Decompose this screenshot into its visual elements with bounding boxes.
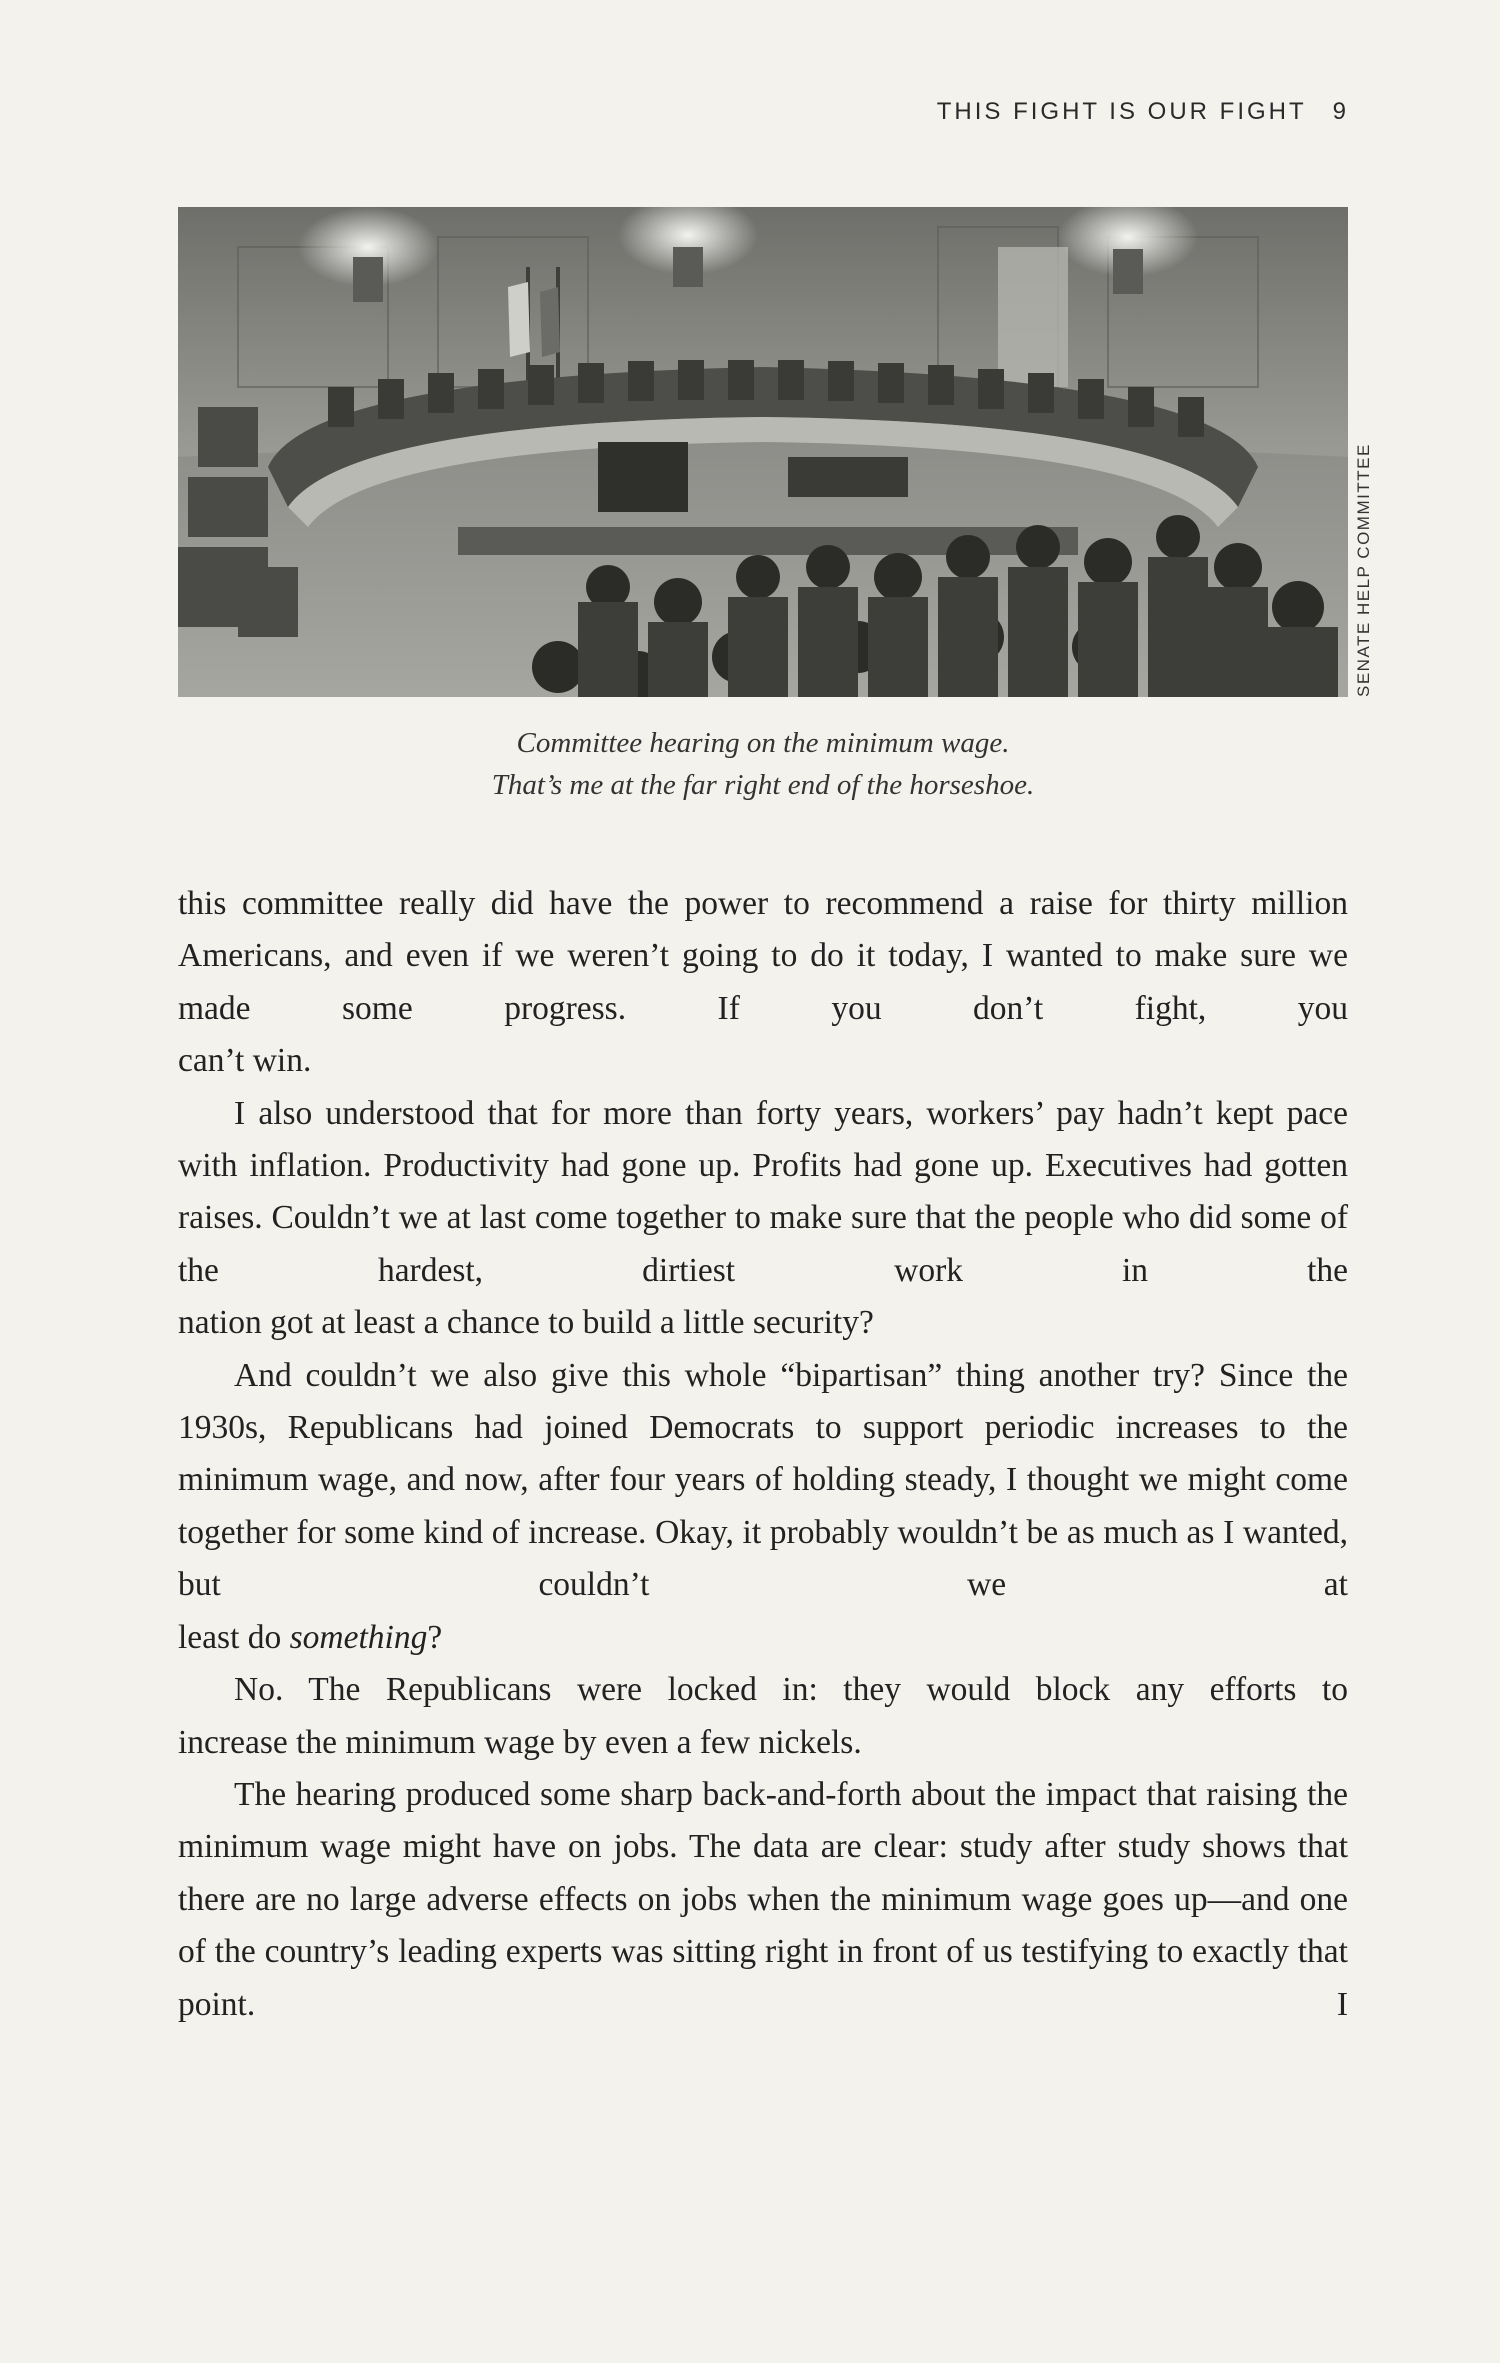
committee-hearing-photo — [178, 207, 1348, 697]
paragraph-4-end: increase the minimum wage by even a few nickels. — [178, 1723, 862, 1761]
paragraph-2-end: nation got at least a chance to build a little security? — [178, 1304, 874, 1342]
photo-caption — [178, 722, 1348, 806]
emphasis-something: something — [289, 1618, 428, 1656]
photo-credit: SENATE HELP COMMITTEE — [1354, 443, 1373, 697]
body-text — [178, 878, 1348, 2031]
caption-line-1: Committee hearing on the minimum wage. — [516, 727, 1010, 759]
caption-line-2: That’s me at the far right end of the horseshoe. — [491, 769, 1035, 801]
paragraph-5: The hearing produced some sharp back-and-forth about the impact that raising the minimum wage might have on jobs. The data are clear: study after study shows that there are no large adverse effects on jobs when the minimum wage goes up—and one of the country’s leading experts was sitting right in front of us testifying to exactly that point. I — [178, 1775, 1349, 2023]
page-number: 9 — [1332, 98, 1346, 125]
paragraph-4: No. The Republicans were locked in: they would block any efforts to — [234, 1671, 1348, 1709]
paragraph-1: this committee really did have the power to recommend a raise for thirty million Americans, and even if we weren’t going to do it today, I wanted to make sure we made some progress. If you don’t fight, you — [178, 885, 1348, 1027]
paragraph-3-end: least do something? — [178, 1618, 443, 1656]
running-head-title: THIS FIGHT IS OUR FIGHT — [936, 98, 1307, 125]
paragraph-3: And couldn’t we also give this whole “bipartisan” thing another try? Since the 1930s, Republicans had joined Democrats to support periodic increases to the minimum wage, and now, after four years of holding steady, I thought we might come together for some kind of increase. Okay, it probably wouldn’t be as much as I wanted, but couldn’t we at — [178, 1356, 1349, 1604]
paragraph-1-end: can’t win. — [178, 1042, 312, 1080]
paragraph-2: I also understood that for more than forty years, workers’ pay hadn’t kept pace with inflation. Productivity had gone up. Profits had gone up. Executives had gotten raises. Couldn’t we at last come together to make sure that the people who did some of the hardest, dirtiest work in the — [178, 1094, 1349, 1289]
running-head — [178, 98, 1346, 126]
